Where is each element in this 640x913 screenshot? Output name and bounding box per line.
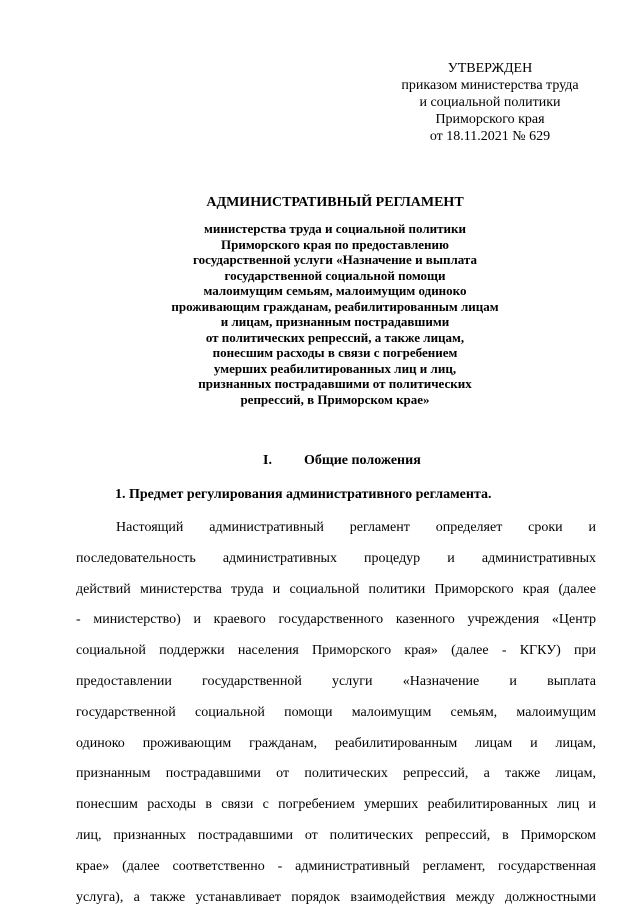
body-line: - министерство) и краевого государственного казенного учреждения «Центр: [76, 612, 596, 628]
approval-line: УТВЕРЖДЕН: [447, 61, 533, 76]
subtitle-line: малоимущим семьям, малоимущим одиноко: [203, 283, 467, 298]
body-line: предоставлении государственной услуги «Назначение и выплата: [76, 673, 596, 689]
approval-line: от 18.11.2021 № 629: [429, 129, 551, 144]
subtitle-line: государственной социальной помощи: [224, 267, 446, 283]
body-line: лиц, признанных пострадавшими от политических репрессий, в Приморском: [76, 827, 596, 843]
body-line: одиноко проживающим гражданам, реабилитированным лицам и лицам,: [76, 735, 596, 751]
body-line: социальной поддержки населения Приморского края» (далее - КГКУ) при: [76, 643, 596, 659]
approval-line: и социальной политики: [419, 95, 561, 110]
subtitle-line: понесшим расходы в связи с погребением: [212, 345, 458, 360]
approval-line: Приморского края: [435, 112, 545, 127]
subtitle-line: умерших реабилитированных лиц и лиц,: [213, 360, 457, 376]
subtitle-line: министерства труда и социальной политики: [204, 221, 466, 236]
body-line: понесшим расходы в связи с погребением умерших реабилитированных лиц и: [76, 797, 596, 813]
subtitle-line: признанных пострадавшими от политических: [198, 376, 472, 391]
document-subtitle: [80, 221, 590, 407]
body-line: признанным пострадавшими от политических репрессий, а также лицам,: [76, 766, 596, 782]
body-line: государственной социальной помощи малоимущим семьям, малоимущим: [76, 704, 596, 720]
subsection-heading: 1. Предмет регулирования административного регламента.: [115, 487, 492, 502]
section-title: Общие положения: [304, 453, 421, 468]
subtitle-line: Приморского края по предоставлению: [221, 236, 449, 252]
approval-stamp: [390, 60, 590, 145]
approval-line: приказом министерства труда: [401, 78, 579, 93]
body-line: последовательность административных процедур и административных: [76, 550, 596, 566]
body-line: крае» (далее соответственно - административный регламент, государственная: [76, 858, 596, 874]
subtitle-line: проживающим гражданам, реабилитированным лицам: [171, 298, 499, 314]
section-number: I.: [263, 453, 272, 468]
subtitle-line: репрессий, в Приморском крае»: [240, 391, 430, 407]
body-line: действий министерства труда и социальной политики Приморского края (далее: [76, 581, 596, 597]
subtitle-line: и лицам, признанным пострадавшими: [220, 314, 450, 329]
subtitle-line: от политических репрессий, а также лицам,: [205, 329, 465, 345]
body-line: Настоящий административный регламент определяет сроки и: [116, 520, 596, 535]
body-paragraph: [76, 513, 596, 913]
body-line: услуга), а также устанавливает порядок взаимодействия между должностными: [76, 889, 596, 905]
document-title: АДМИНИСТРАТИВНЫЙ РЕГЛАМЕНТ: [206, 195, 464, 210]
subtitle-line: государственной услуги «Назначение и выплата: [193, 252, 477, 267]
